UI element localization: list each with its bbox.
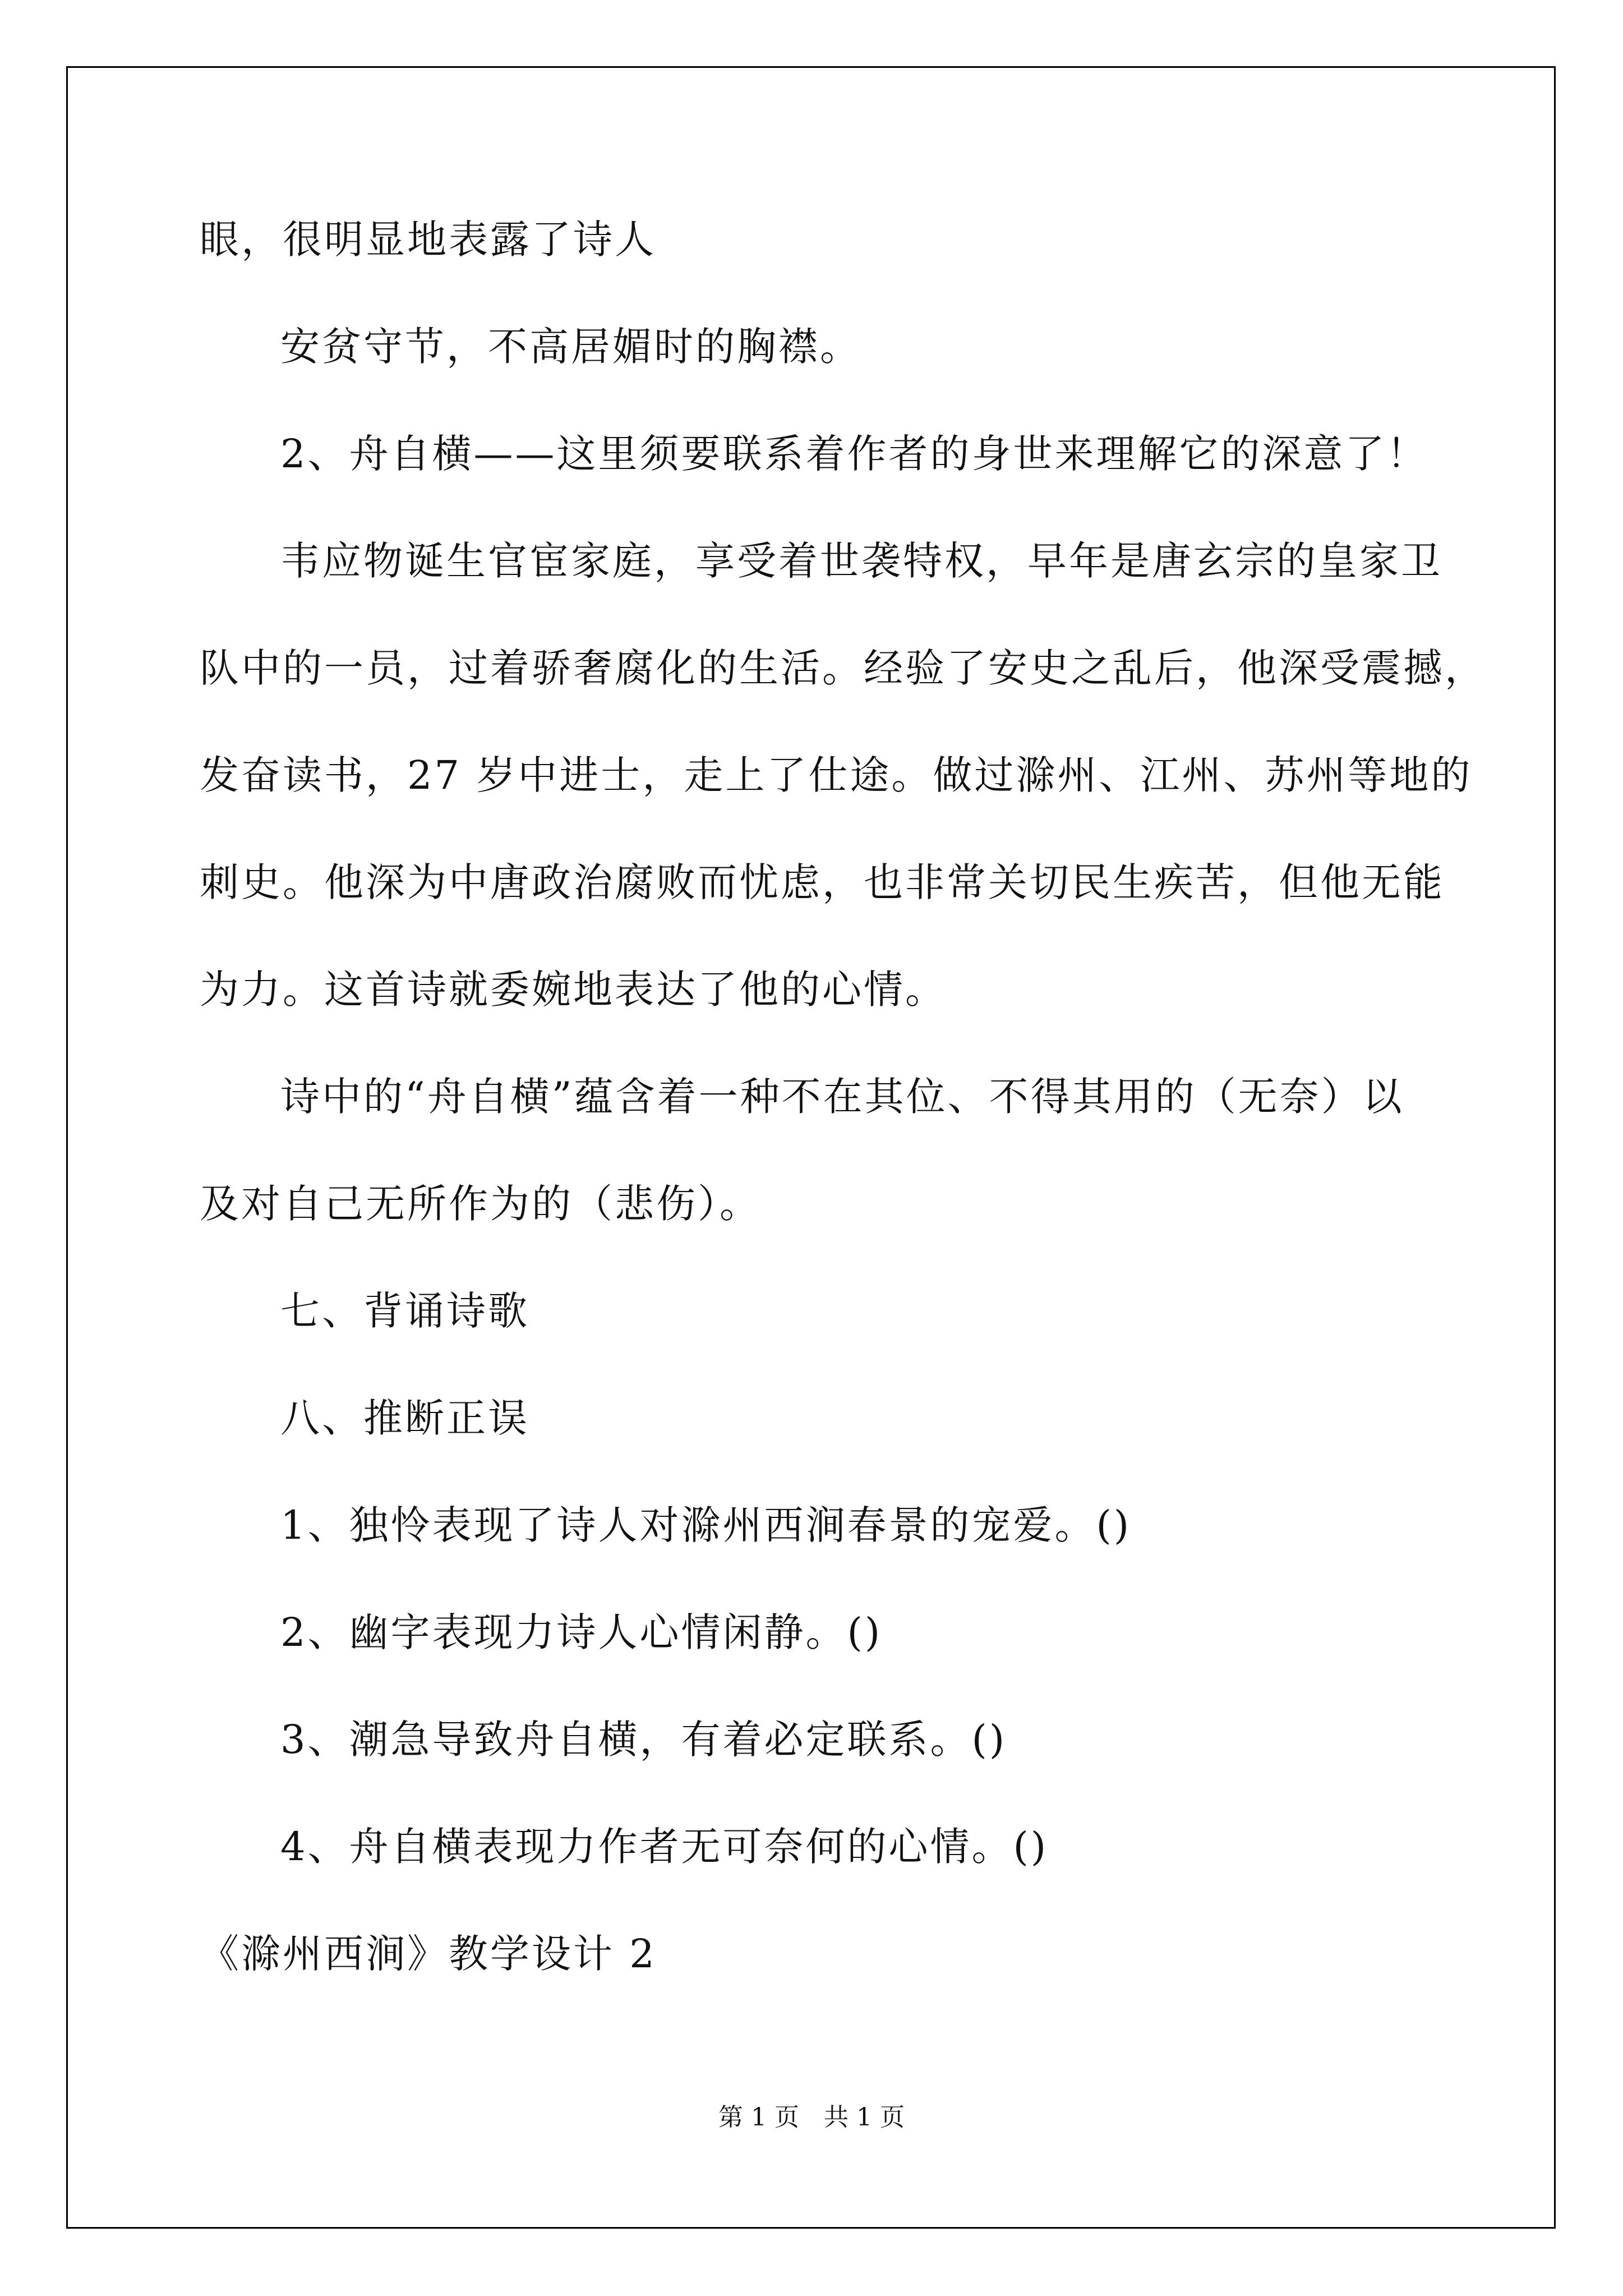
page-footer: 第 1 页 共 1 页 <box>718 2103 905 2132</box>
document-title: 《滁州西涧》教学设计 2 <box>200 1931 657 1977</box>
body-line: 2、舟自横——这里须要联系着作者的身世来理解它的深意了！ <box>280 431 1428 477</box>
section-heading: 八、推断正误 <box>280 1395 529 1441</box>
question-item: 4、舟自横表现力作者无可奈何的心情。() <box>280 1824 1049 1870</box>
body-line: 刺史。他深为中唐政治腐败而忧虑，也非常关切民生疾苦，但他无能 <box>200 859 1445 905</box>
page-border <box>66 66 1556 2229</box>
body-line: 及对自己无所作为的（悲伤）。 <box>200 1181 761 1227</box>
body-line: 诗中的“舟自横”蕴含着一种不在其位、不得其用的（无奈）以 <box>280 1074 1404 1120</box>
body-line: 发奋读书，27 岁中进士，走上了仕途。做过滁州、江州、苏州等地的 <box>200 752 1473 798</box>
question-item: 2、幽字表现力诗人心情闲静。() <box>280 1609 883 1655</box>
body-line: 安贫守节，不高居媚时的胸襟。 <box>280 324 861 370</box>
body-line: 队中的一员，过着骄奢腐化的生活。经验了安史之乱后，他深受震撼， <box>200 645 1486 691</box>
body-line: 韦应物诞生官宦家庭，享受着世袭特权，早年是唐玄宗的皇家卫 <box>280 538 1442 584</box>
question-item: 3、潮急导致舟自横，有着必定联系。() <box>280 1717 1007 1763</box>
section-heading: 七、背诵诗歌 <box>280 1288 529 1334</box>
body-line: 眼，很明显地表露了诗人 <box>200 217 656 263</box>
body-line: 为力。这首诗就委婉地表达了他的心情。 <box>200 967 947 1013</box>
question-item: 1、独怜表现了诗人对滁州西涧春景的宠爱。() <box>280 1502 1132 1548</box>
